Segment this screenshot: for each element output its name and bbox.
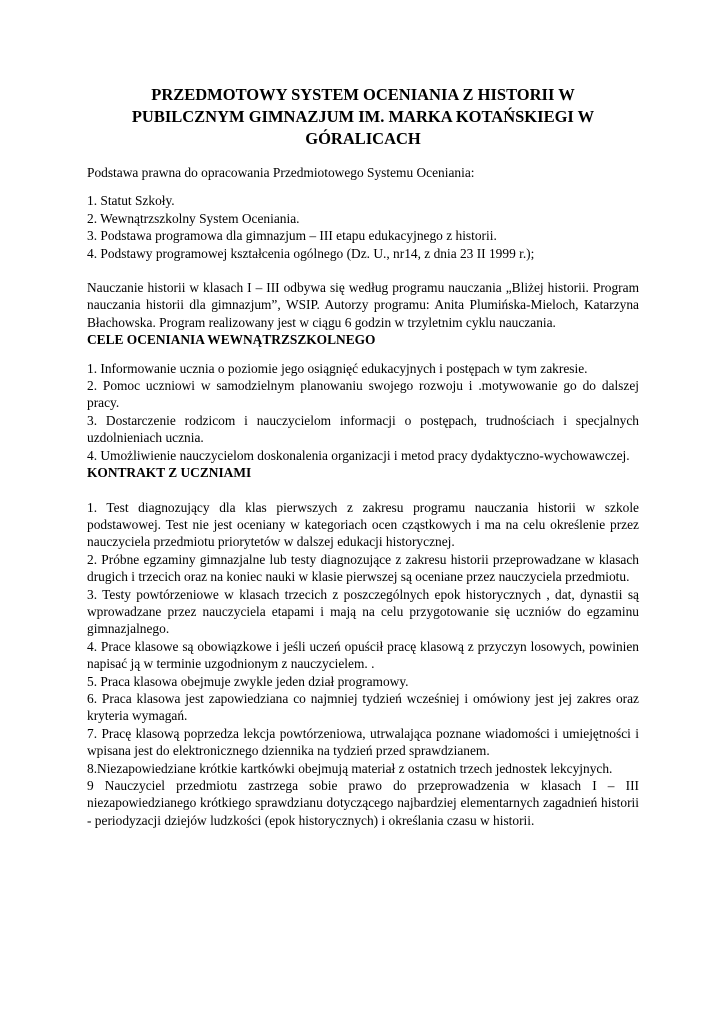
title-line: PRZEDMOTOWY SYSTEM OCENIANIA Z HISTORII W bbox=[151, 85, 575, 104]
program-paragraph: Nauczanie historii w klasach I – III odbywa się według programu nauczania „Bliżej historii. Program nauczania historii dla gimnazjum”, WSIP. Autorzy programu: Anita Plumińska-Mieloch, Katarzyna Błachowska. Program realizowany jest w ciągu 6 godzin w trzyletnim cyklu nauczania. bbox=[87, 280, 639, 330]
list-item: 1. Test diagnozujący dla klas pierwszych z zakresu programu nauczania historii w szkole podstawowej. Test nie jest oceniany w kategoriach ocen cząstkowych i ma na celu określenie przez nauczyciela przedmiotu priorytetów w dalszej edukacji historycznej. bbox=[87, 499, 639, 550]
list-item: 1. Informowanie ucznia o poziomie jego osiągnięć edukacyjnych i postępach w tym zakresie. bbox=[87, 360, 588, 376]
goals-heading: CELE OCENIANIA WEWNĄTRZSZKOLNEGO bbox=[87, 332, 376, 348]
list-item: 4. Podstawy programowej kształcenia ogólnego (Dz. U., nr14, z dnia 23 II 1999 r.); bbox=[87, 245, 535, 261]
contract-list bbox=[87, 499, 639, 830]
document-title bbox=[87, 84, 639, 150]
list-item: 7. Pracę klasową poprzedza lekcja powtórzeniowa, utrwalająca poznane wiadomości i umiejętności i wpisana jest do elektronicznego dziennika na tydzień przed sprawdzianem. bbox=[87, 725, 639, 759]
list-item: 1. Statut Szkoły. bbox=[87, 193, 175, 209]
goals-list bbox=[87, 360, 639, 464]
list-item: 3. Podstawa programowa dla gimnazjum – III etapu edukacyjnego z historii. bbox=[87, 228, 497, 244]
list-item: 4. Prace klasowe są obowiązkowe i jeśli uczeń opuścił pracę klasową z przyczyn losowych, powinien napisać ją w terminie uzgodnionym z nauczycielem. . bbox=[87, 638, 639, 672]
list-item: 5. Praca klasowa obejmuje zwykle jeden dział programowy. bbox=[87, 673, 409, 689]
contract-heading: KONTRAKT Z UCZNIAMI bbox=[87, 465, 252, 481]
title-line: PUBILCZNYM GIMNAZJUM IM. MARKA KOTAŃSKIEGI W bbox=[131, 107, 595, 126]
legal-basis-intro: Podstawa prawna do opracowania Przedmiotowego Systemu Oceniania: bbox=[87, 165, 475, 180]
list-item: 6. Praca klasowa jest zapowiedziana co najmniej tydzień wcześniej i omówiony jest jej zakres oraz kryteria wymagań. bbox=[87, 690, 639, 724]
document-page bbox=[87, 84, 639, 829]
list-item: 4. Umożliwienie nauczycielom doskonalenia organizacji i metod pracy dydaktyczno-wychowawczej. bbox=[87, 447, 630, 463]
list-item: 2. Pomoc uczniowi w samodzielnym planowaniu swojego rozwoju i .motywowanie go do dalszej pracy. bbox=[87, 378, 639, 411]
list-item: 9 Nauczyciel przedmiotu zastrzega sobie prawo do przeprowadzenia w klasach I – III niezapowiedzianego krótkiego sprawdzianu dotyczącego najbardziej elementarnych zagadnień historii - periodyzacji dziejów ludzkości (epok historycznych) i określania czasu w historii. bbox=[87, 778, 639, 828]
list-item: 8.Niezapowiedziane krótkie kartkówki obejmują materiał z ostatnich trzech jednostek lekcyjnych. bbox=[87, 760, 613, 776]
list-item: 2. Wewnątrzszkolny System Oceniania. bbox=[87, 210, 300, 226]
list-item: 3. Testy powtórzeniowe w klasach trzecich z poszczególnych epok historycznych , dat, dynastii są wprowadzane przez nauczyciela etapami i mają na celu przygotowanie się uczniów do egzaminu gimnazjalnego. bbox=[87, 586, 639, 637]
list-item: 3. Dostarczenie rodzicom i nauczycielom informacji o postępach, trudnościach i specjalnych uzdolnieniach ucznia. bbox=[87, 412, 639, 446]
list-item: 2. Próbne egzaminy gimnazjalne lub testy diagnozujące z zakresu historii przeprowadzane w klasach drugich i trzecich oraz na koniec nauki w klasie pierwszej są oceniane przez nauczyciela przedmiotu. bbox=[87, 551, 639, 585]
legal-basis-list bbox=[87, 192, 639, 262]
title-line: GÓRALICACH bbox=[305, 129, 421, 148]
